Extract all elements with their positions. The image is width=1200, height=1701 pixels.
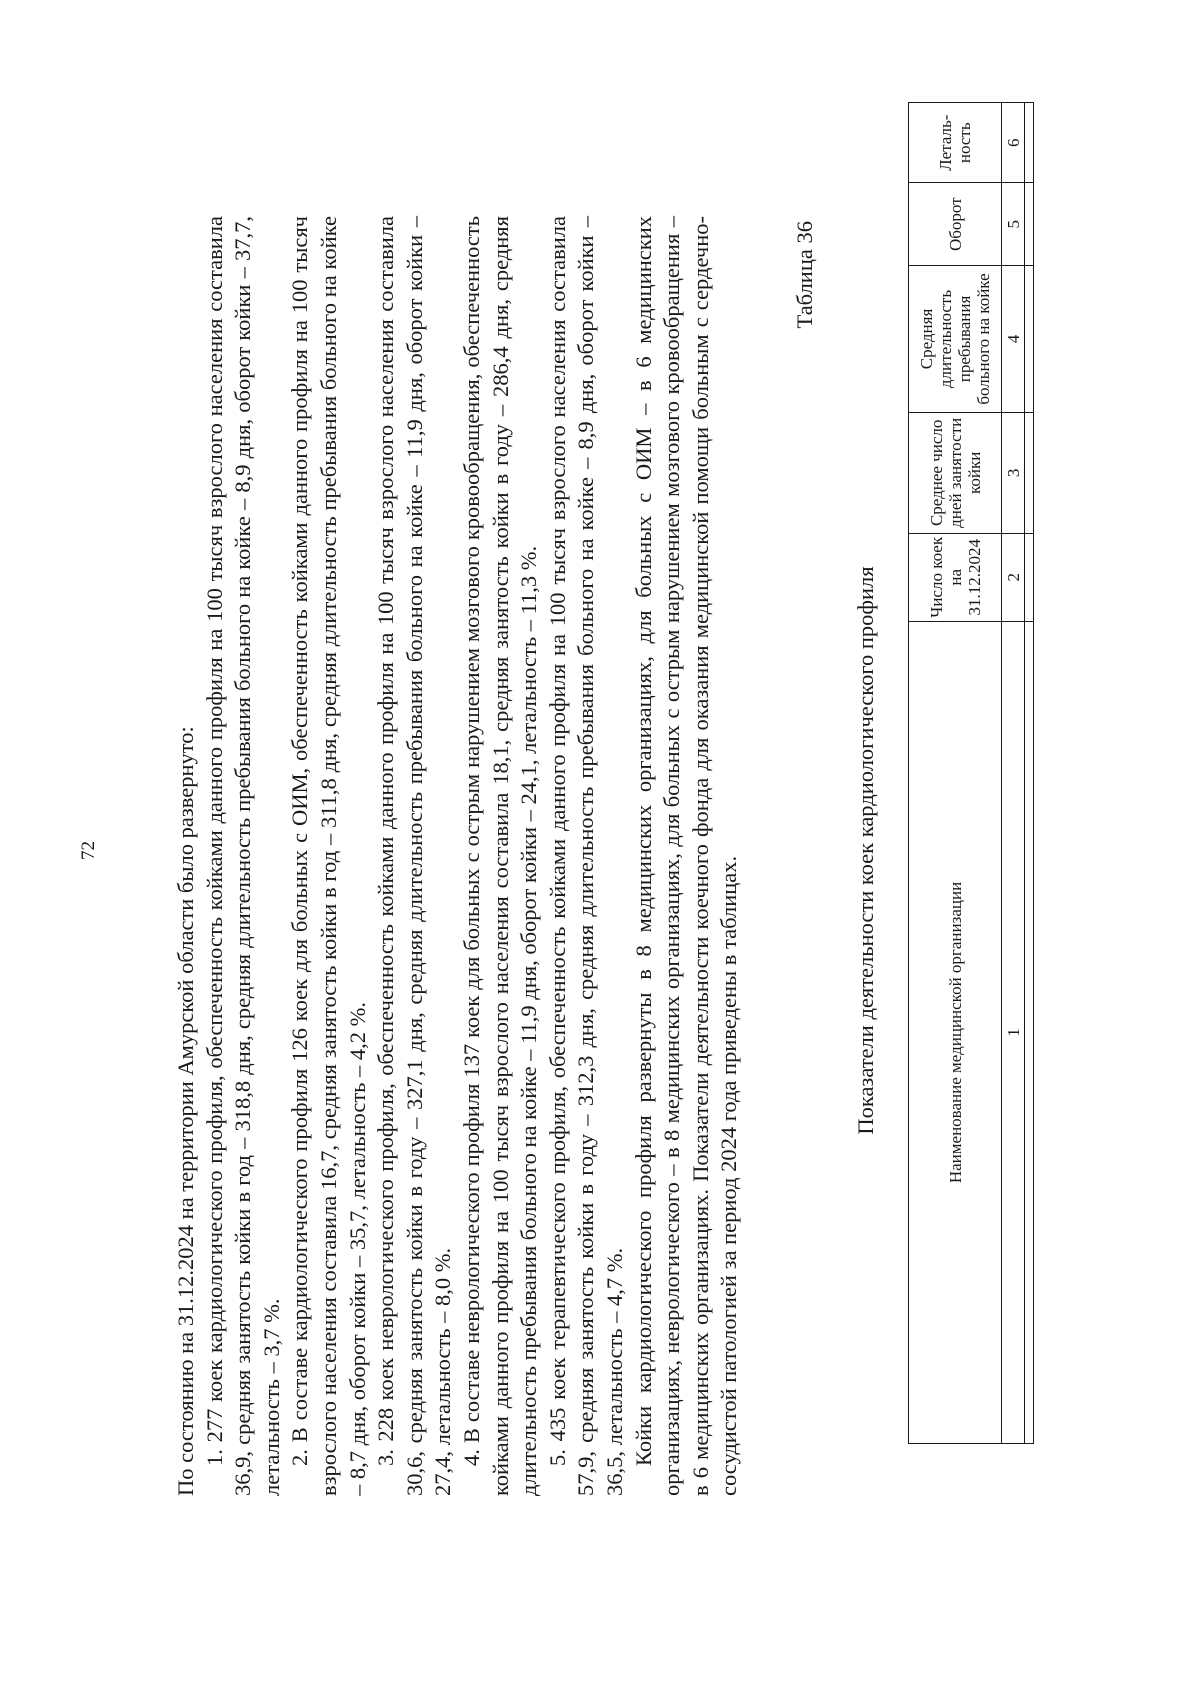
column-number: 6	[1002, 103, 1025, 183]
table-cell	[1025, 183, 1034, 266]
indicators-table	[908, 102, 1034, 1444]
paragraph-therapy-beds: 5. 435 коек терапевтического профиля, обеспеченность койками данного профиля на 100 тысяч взрослого населения составила 57,9, средняя занятость койки в году – 312,3 дня, средняя длительность пребывания больного на койке – 8,9 дня, оборот койки – 36,5, летальность – 4,7 %.	[544, 216, 627, 1496]
paragraph-stroke-beds: 4. В составе неврологического профиля 137 коек для больных с острым нарушением мозгового кровообращения, обеспеченность койками данного профиля на 100 тысяч взрослого населения составила 18,1, средняя занятость койки в году – 286,4 дня, средняя длительность пребывания больного на койке – 11,9 дня, оборот койки – 24,1, летальность – 11,3 %.	[458, 216, 542, 1496]
column-number: 2	[1002, 533, 1025, 621]
paragraph-organizations: Койки кардиологического профиля развернуты в 8 медицинских организациях, для больных с ОИМ – в 6 медицинских организациях, неврологического – в 8 медицинских организациях, для больных с острым нарушением мозгового кровообращения – в 6 медицинских организациях. Показатели деятельности коечного фонда для оказания медицинской помощи больным с сердечно-сосудистой патологией за период 2024 года приведены в таблицах.	[630, 216, 742, 1496]
header-bed-count: Число коек на 31.12.2024	[909, 533, 1002, 621]
table-cell	[1025, 533, 1034, 621]
table-cell	[1025, 265, 1034, 412]
table-column-numbers-row	[1002, 103, 1025, 1444]
column-number: 4	[1002, 265, 1025, 412]
table-cell	[1025, 413, 1034, 534]
header-turnover: Оборот	[909, 183, 1002, 266]
table-header-row	[909, 103, 1002, 1444]
table-title: Показатели деятельности коек кардиологического профиля	[853, 566, 878, 1135]
paragraph-cardiology-beds: 1. 277 коек кардиологического профиля, обеспеченность койками данного профиля на 100 тысяч взрослого населения составила 36,9, средняя занятость койки в год – 318,8 дня, средняя длительность пребывания больного на койке – 8,9 дня, оборот койки – 37,7, летальность – 3,7 %.	[201, 216, 284, 1496]
paragraph-neurology-beds: 3. 228 коек неврологического профиля, обеспеченность койками данного профиля на 100 тысяч взрослого населения составила 30,6, средняя занятость койки в году – 327,1 дня, средняя длительность пребывания больного на койке – 11,9 дня, оборот койки – 27,4, летальность – 8,0 %.	[373, 216, 456, 1496]
body-text	[172, 216, 744, 1496]
paragraph-oim-beds: 2. В составе кардиологического профиля 126 коек для больных с ОИМ, обеспеченность койками данного профиля на 100 тысяч взрослого населения составила 16,7, средняя занятость койки в год – 311,8 дня, средняя длительность пребывания больного на койке – 8,7 дня, оборот койки – 35,7, летальность – 4,2 %.	[287, 216, 370, 1496]
header-organization-name: Наименование медицинской организации	[909, 621, 1002, 1443]
column-number: 5	[1002, 183, 1025, 266]
header-avg-length-of-stay: Средняя длительность пребывания больного на койке	[909, 265, 1002, 412]
header-mortality: Леталь-ность	[909, 103, 1002, 183]
table-cell	[1025, 103, 1034, 183]
table-row	[1025, 103, 1034, 1444]
header-avg-occupancy-days: Среднее число дней занятости койки	[909, 413, 1002, 534]
table-caption: Таблица 36	[792, 221, 817, 329]
column-number: 1	[1002, 621, 1025, 1443]
table-cell	[1025, 621, 1034, 1443]
page-number: 72	[78, 841, 99, 860]
column-number: 3	[1002, 413, 1025, 534]
paragraph-intro: По состоянию на 31.12.2024 на территории Амурской области было развернуто:	[173, 726, 198, 1496]
